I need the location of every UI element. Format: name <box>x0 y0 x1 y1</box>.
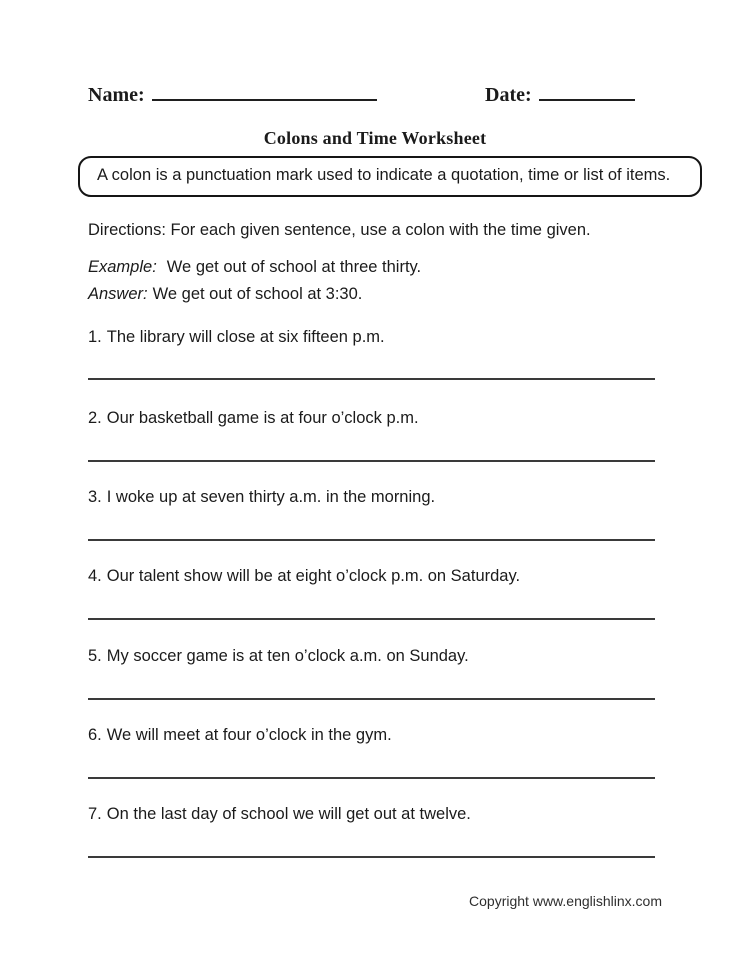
worksheet-item-1 <box>88 328 385 347</box>
answer-row <box>88 285 362 304</box>
date-label: Date: <box>485 84 532 106</box>
item-number: 4. <box>88 567 102 585</box>
answer-text: We get out of school at 3:30. <box>152 285 363 303</box>
item-text: My soccer game is at ten o’clock a.m. on Sunday. <box>106 647 469 665</box>
example-row <box>88 258 421 277</box>
answer-blank-line-5 <box>88 698 655 700</box>
name-blank-line <box>152 95 377 101</box>
definition-text: A colon is a punctuation mark used to indicate a quotation, time or list of items. <box>97 166 671 184</box>
example-text: We get out of school at three thirty. <box>166 258 422 276</box>
worksheet-item-7 <box>88 805 471 824</box>
answer-blank-line-1 <box>88 378 655 380</box>
answer-blank-line-7 <box>88 856 655 858</box>
date-blank-line <box>539 95 635 101</box>
worksheet-item-4 <box>88 567 520 586</box>
item-number: 6. <box>88 726 102 744</box>
worksheet-item-3 <box>88 488 435 507</box>
item-text: On the last day of school we will get out at twelve. <box>106 805 471 823</box>
item-number: 3. <box>88 488 102 506</box>
worksheet-item-2 <box>88 409 419 428</box>
name-field <box>88 84 377 107</box>
item-text: Our talent show will be at eight o’clock p.m. on Saturday. <box>106 567 521 585</box>
directions-text: Directions: For each given sentence, use a colon with the time given. <box>88 221 591 239</box>
item-text: I woke up at seven thirty a.m. in the morning. <box>106 488 436 506</box>
worksheet-item-6 <box>88 726 392 745</box>
item-number: 2. <box>88 409 102 427</box>
answer-blank-line-4 <box>88 618 655 620</box>
date-field <box>485 84 635 107</box>
copyright-text: Copyright www.englishlinx.com <box>469 893 662 909</box>
name-label: Name: <box>88 84 145 106</box>
answer-blank-line-6 <box>88 777 655 779</box>
item-text: We will meet at four o’clock in the gym. <box>106 726 392 744</box>
item-number: 5. <box>88 647 102 665</box>
answer-label: Answer: <box>88 285 148 303</box>
answer-blank-line-3 <box>88 539 655 541</box>
item-text: The library will close at six fifteen p.m. <box>106 328 385 346</box>
item-number: 7. <box>88 805 102 823</box>
worksheet-item-5 <box>88 647 469 666</box>
example-label: Example: <box>88 258 157 276</box>
answer-blank-line-2 <box>88 460 655 462</box>
item-text: Our basketball game is at four o’clock p.m. <box>106 409 419 427</box>
item-number: 1. <box>88 328 102 346</box>
definition-box <box>78 156 702 197</box>
page-title: Colons and Time Worksheet <box>263 128 487 148</box>
